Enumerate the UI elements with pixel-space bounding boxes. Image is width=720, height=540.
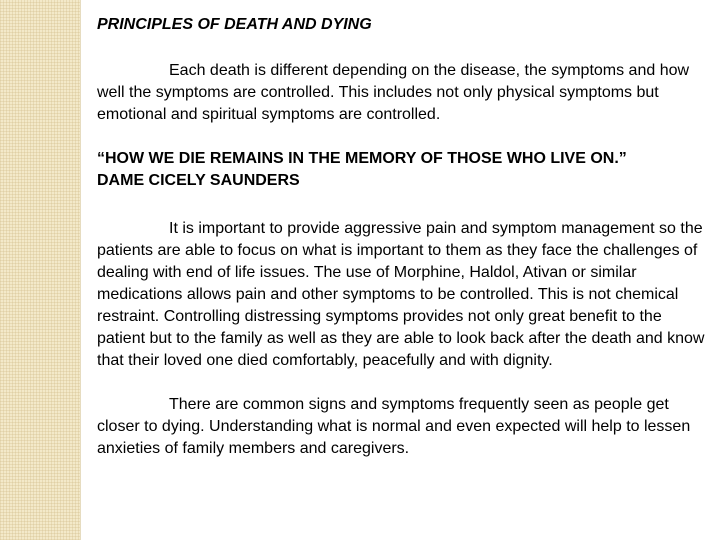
paragraph-symptom-management: It is important to provide aggressive pain and symptom management so the patients are able to focus on what is important to them as they face the challenges of dealing with end of life issues. The use of Morphine, Haldol, Ativan or similar medications allows pain and other symptoms to be controlled. This is not chemical restraint. Controlling distressing symptoms provides not only great benefit to the patient but to the family as well as they are able to look back after the death and know that their loved one died comfortably, peacefully and with dignity. — [97, 220, 705, 369]
paragraph-signs-of-dying: There are common signs and symptoms frequently seen as people get closer to dying. Understanding what is normal and even expected will help to lessen anxieties of family members and caregivers. — [97, 396, 691, 457]
quote-text: “HOW WE DIE REMAINS IN THE MEMORY OF THOSE WHO LIVE ON.” — [97, 150, 627, 167]
paragraph-intro: Each death is different depending on the disease, the symptoms and how well the symptoms are controlled. This includes not only physical symptoms but emotional and spiritual symptoms are controlled. — [97, 62, 690, 123]
quote-author: DAME CICELY SAUNDERS — [97, 172, 300, 189]
decorative-sidebar — [0, 0, 80, 540]
sidebar-divider — [80, 0, 81, 540]
quote-block — [97, 148, 709, 192]
slide-content — [97, 14, 709, 460]
page-title: PRINCIPLES OF DEATH AND DYING — [97, 16, 372, 33]
